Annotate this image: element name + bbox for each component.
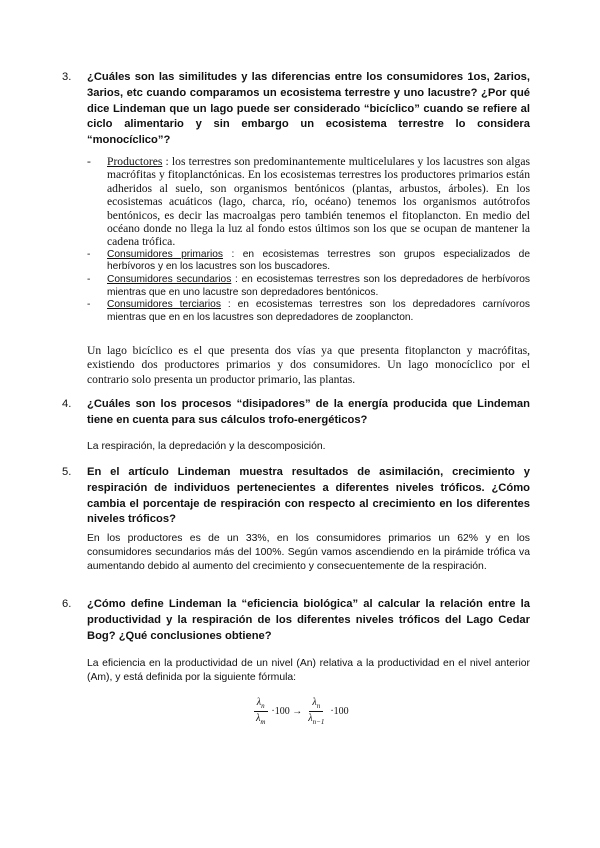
- formula-symbol: λ: [256, 696, 262, 708]
- item-text: : en ecosistemas terrestres son los depredadores carnívoros mientras que en en los lacustres son depredadores de zooplancton.: [107, 299, 530, 323]
- formula-subscript: n: [316, 701, 321, 710]
- q6-answer: La eficiencia en la productividad de un nivel (An) relativa a la productividad en el nivel anterior (Am), y está definida por la siguiente fórmula:: [87, 658, 530, 683]
- dash-bullet: -: [87, 299, 91, 311]
- efficiency-formula: [253, 690, 349, 732]
- formula-symbol: λ: [256, 712, 261, 724]
- question-4: [62, 397, 530, 429]
- dash-bullet: -: [87, 274, 91, 286]
- item-text: : en ecosistemas terrestres son grupos especializados de herbívoros y en los lacustres son los buscadores.: [107, 248, 531, 273]
- list-item: [87, 274, 530, 299]
- fraction: [253, 697, 268, 726]
- formula-symbol: λ: [312, 696, 317, 708]
- formula-subscript: n−1: [312, 717, 325, 726]
- term: Consumidores terciarios: [107, 299, 221, 311]
- question-6: [62, 597, 530, 644]
- list-item: [87, 299, 530, 324]
- question-text: En el artículo Lindeman muestra resultados de asimilación, crecimiento y respiración de individuos pertenecientes a diferentes niveles tróficos. ¿Cómo cambia el porcentaje de respiración con respecto al crecimiento en los diferentes niveles tróficos?: [87, 466, 530, 526]
- question-5: [62, 465, 530, 528]
- q3-bullet-list: [87, 155, 530, 324]
- formula-operator: ·100: [330, 705, 349, 717]
- question-number: 3.: [62, 71, 72, 83]
- q4-answer: La respiración, la depredación y la descomposición.: [87, 441, 326, 452]
- q5-answer: En los productores es de un 33%, en los consumidores primarios un 62% y en los consumidores secundarios más del 100%. Según vamos ascendiendo en la pirámide trófica va aumentando debido al aumento del crecimiento y consecuentemente de la respiración.: [87, 533, 530, 572]
- question-number: 5.: [62, 466, 72, 478]
- formula-operator: ·100 →: [271, 705, 303, 717]
- term: Consumidores primarios: [107, 248, 224, 260]
- question-number: 4.: [62, 398, 72, 410]
- term: Productores: [107, 155, 163, 168]
- dash-bullet: -: [87, 155, 91, 168]
- dash-bullet: -: [87, 248, 91, 260]
- question-3: [62, 70, 530, 149]
- formula-subscript: m: [260, 717, 266, 726]
- term: Consumidores secundarios: [107, 274, 232, 286]
- list-item: [87, 155, 530, 249]
- question-text: ¿Cómo define Lindeman la “eficiencia biológica” al calcular la relación entre la productividad y la respiración de los diferentes niveles tróficos del Lago Cedar Bog? ¿Qué conclusiones obtiene?: [87, 598, 530, 642]
- formula-subscript: n: [261, 701, 265, 710]
- question-number: 6.: [62, 598, 72, 610]
- fraction: [305, 697, 327, 726]
- list-item: [87, 249, 530, 274]
- item-text: : en ecosistemas terrestres son los depredadores de herbívoros mientras que en uno lacustre son depredadores bentónicos.: [107, 274, 530, 298]
- q3-paragraph: Un lago bicíclico es el que presenta dos vías ya que presenta fitoplancton y macrófitas, existiendo dos productores primarios y dos consumidores. Un lago monocíclico por el contrario solo presenta un productor primario, las plantas.: [87, 344, 530, 386]
- question-text: ¿Cuáles son las similitudes y las diferencias entre los consumidores 1os, 2arios, 3arios, etc cuando comparamos un ecosistema terrestre y uno lacustre? ¿Por qué dice Lindeman que un lago puede ser considerado “bicíclico” cuando se refiere al ciclo alimentario y sin embargo un ecosistema terrestre lo considera “monocíclico”?: [87, 71, 530, 147]
- item-text: : los terrestres son predominantemente multicelulares y los lacustres son algas macrófitas y fitoplanctónicas. En los ecosistemas terrestres los productores primarios están adheridos al suelo, son organismos bentónicos (plantas, arbustos, árboles). En los ecosistemas acuáticos (lago, charca, río, océano) tenemos los organismos autótrofos bentónicos, es decir las macroalgas pero también tenemos el fitoplancton. En medio del océano donde no llega la luz al fondo estos últimos son los que se ocupan de mantener la cadena trófica.: [107, 155, 530, 249]
- question-text: ¿Cuáles son los procesos “disipadores” de la energía producida que Lindeman tiene en cuenta para sus cálculos trofo-energéticos?: [87, 398, 530, 426]
- formula-symbol: λ: [308, 712, 313, 724]
